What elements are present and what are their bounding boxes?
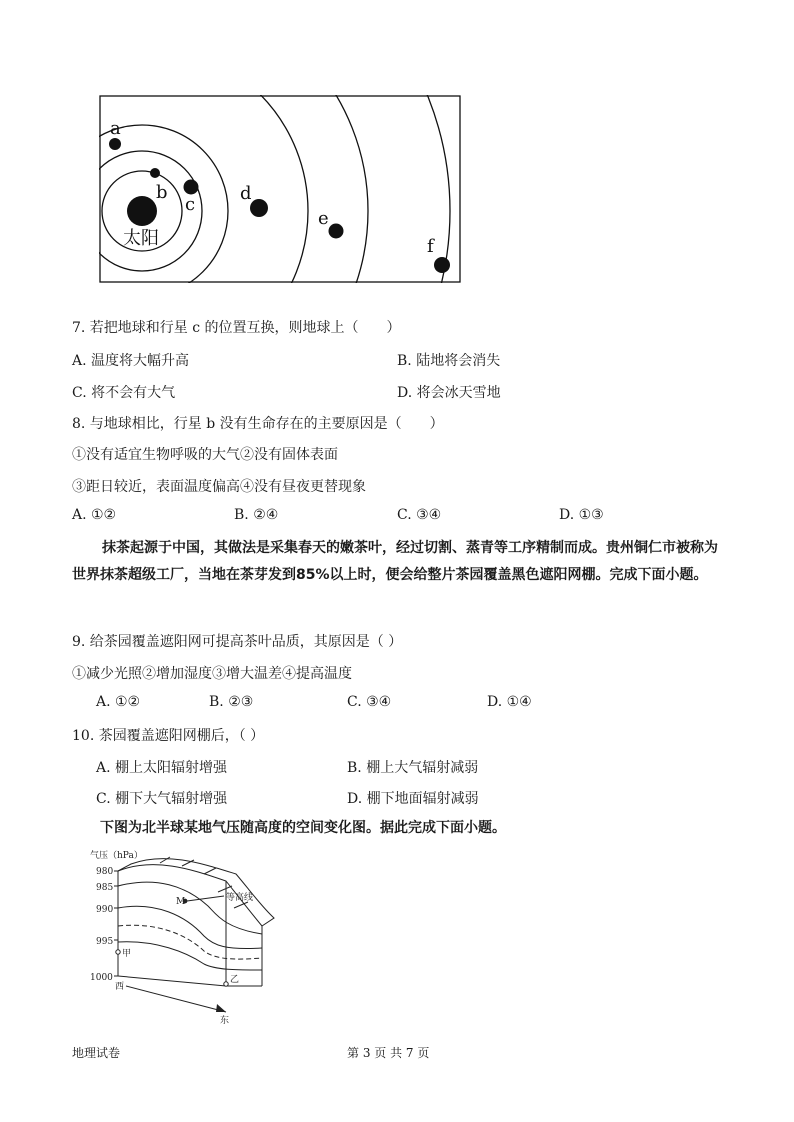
q9-option-b[interactable]: B. ②③	[209, 694, 254, 710]
level-1000: 1000	[90, 973, 113, 983]
point-yi-label: 乙	[230, 975, 240, 985]
level-995: 995	[96, 937, 114, 947]
q9-option-d[interactable]: D. ①④	[487, 694, 532, 710]
q10-stem: 10. 茶园覆盖遮阳网棚后，（ ）	[72, 728, 265, 744]
west-label: 西	[115, 982, 125, 992]
q10-option-c[interactable]: C. 棚下大气辐射增强	[96, 791, 228, 807]
q9-statements: ①减少光照②增加湿度③增大温差④提高温度	[72, 666, 352, 682]
q7-option-b[interactable]: B. 陆地将会消失	[397, 353, 501, 369]
label-a: a	[110, 118, 121, 139]
label-d: d	[240, 183, 252, 204]
level-985: 985	[96, 883, 114, 893]
isobar-low	[118, 942, 262, 970]
planet-f	[434, 257, 450, 273]
diagram-frame	[100, 96, 460, 282]
footer-subject: 地理试卷	[72, 1046, 121, 1060]
point-yi	[224, 982, 228, 986]
surface-line-4	[218, 886, 232, 892]
surface-line-1	[160, 857, 170, 863]
planet-b	[150, 168, 160, 178]
q9-stem: 9. 给茶园覆盖遮阳网可提高茶叶品质，其原因是（ ）	[72, 634, 403, 650]
point-jia	[116, 950, 120, 954]
isobar-label: 等高线	[226, 893, 254, 903]
q8-option-d[interactable]: D. ①③	[559, 507, 604, 523]
level-980: 980	[96, 867, 114, 877]
q10-option-b[interactable]: B. 棚上大气辐射减弱	[347, 760, 479, 776]
q9-option-a[interactable]: A. ①②	[96, 694, 141, 710]
footer-page-number: 第 3 页 共 7 页	[347, 1046, 430, 1060]
axis-title: 气压（hPa）	[90, 851, 143, 861]
surface-line-3	[204, 868, 216, 874]
sun	[127, 196, 157, 226]
planet-d	[250, 199, 268, 217]
arrow-head	[216, 1004, 226, 1012]
label-b: b	[156, 182, 168, 203]
point-jia-label: 甲	[122, 949, 132, 959]
q8-stem: 8. 与地球相比，行星 b 没有生命存在的主要原因是（ ）	[72, 416, 444, 432]
level-990: 990	[96, 905, 114, 915]
q8-option-b[interactable]: B. ②④	[234, 507, 279, 523]
q9-option-c[interactable]: C. ③④	[347, 694, 392, 710]
q8-statement-1: ①没有适宜生物呼吸的大气②没有固体表面	[72, 447, 338, 463]
q10-option-d[interactable]: D. 棚下地面辐射减弱	[347, 791, 479, 807]
q7-option-c[interactable]: C. 将不会有大气	[72, 385, 176, 401]
isobar-leader-line	[187, 896, 224, 901]
label-f: f	[427, 236, 434, 257]
east-label: 东	[220, 1016, 230, 1026]
label-c: c	[185, 194, 196, 215]
planet-c	[184, 180, 199, 195]
isobar-985	[118, 882, 262, 934]
pressure-intro: 下图为北半球某地气压随高度的空间变化图。据此完成下面小题。	[100, 820, 506, 836]
west-east-arrow	[126, 986, 226, 1012]
planet-a	[109, 138, 121, 150]
pressure-block-diagram	[86, 846, 296, 1026]
point-m-label: M	[176, 897, 186, 907]
q8-statement-2: ③距日较近，表面温度偏高④没有昼夜更替现象	[72, 479, 366, 495]
q7-option-a[interactable]: A. 温度将大幅升高	[72, 353, 190, 369]
q8-option-a[interactable]: A. ①②	[72, 507, 117, 523]
q7-option-d[interactable]: D. 将会冰天雪地	[397, 385, 501, 401]
sun-label: 太阳	[123, 228, 159, 249]
q7-stem: 7. 若把地球和行星 c 的位置互换，则地球上（ ）	[72, 320, 401, 336]
block-bottom-edge	[118, 976, 262, 986]
label-e: e	[318, 208, 329, 229]
tea-passage: 抹茶起源于中国，其做法是采集春天的嫩茶叶，经过切割、蒸青等工序精制而成。贵州铜仁市被称为世界抹茶超级工厂，当地在茶芽发到85%以上时，便会给整片茶园覆盖黑色遮阳网棚。完成下面小题。	[72, 540, 718, 583]
q10-option-a[interactable]: A. 棚上太阳辐射增强	[96, 760, 228, 776]
q8-option-c[interactable]: C. ③④	[397, 507, 442, 523]
planet-e	[329, 224, 344, 239]
solar-system-diagram	[99, 95, 463, 285]
